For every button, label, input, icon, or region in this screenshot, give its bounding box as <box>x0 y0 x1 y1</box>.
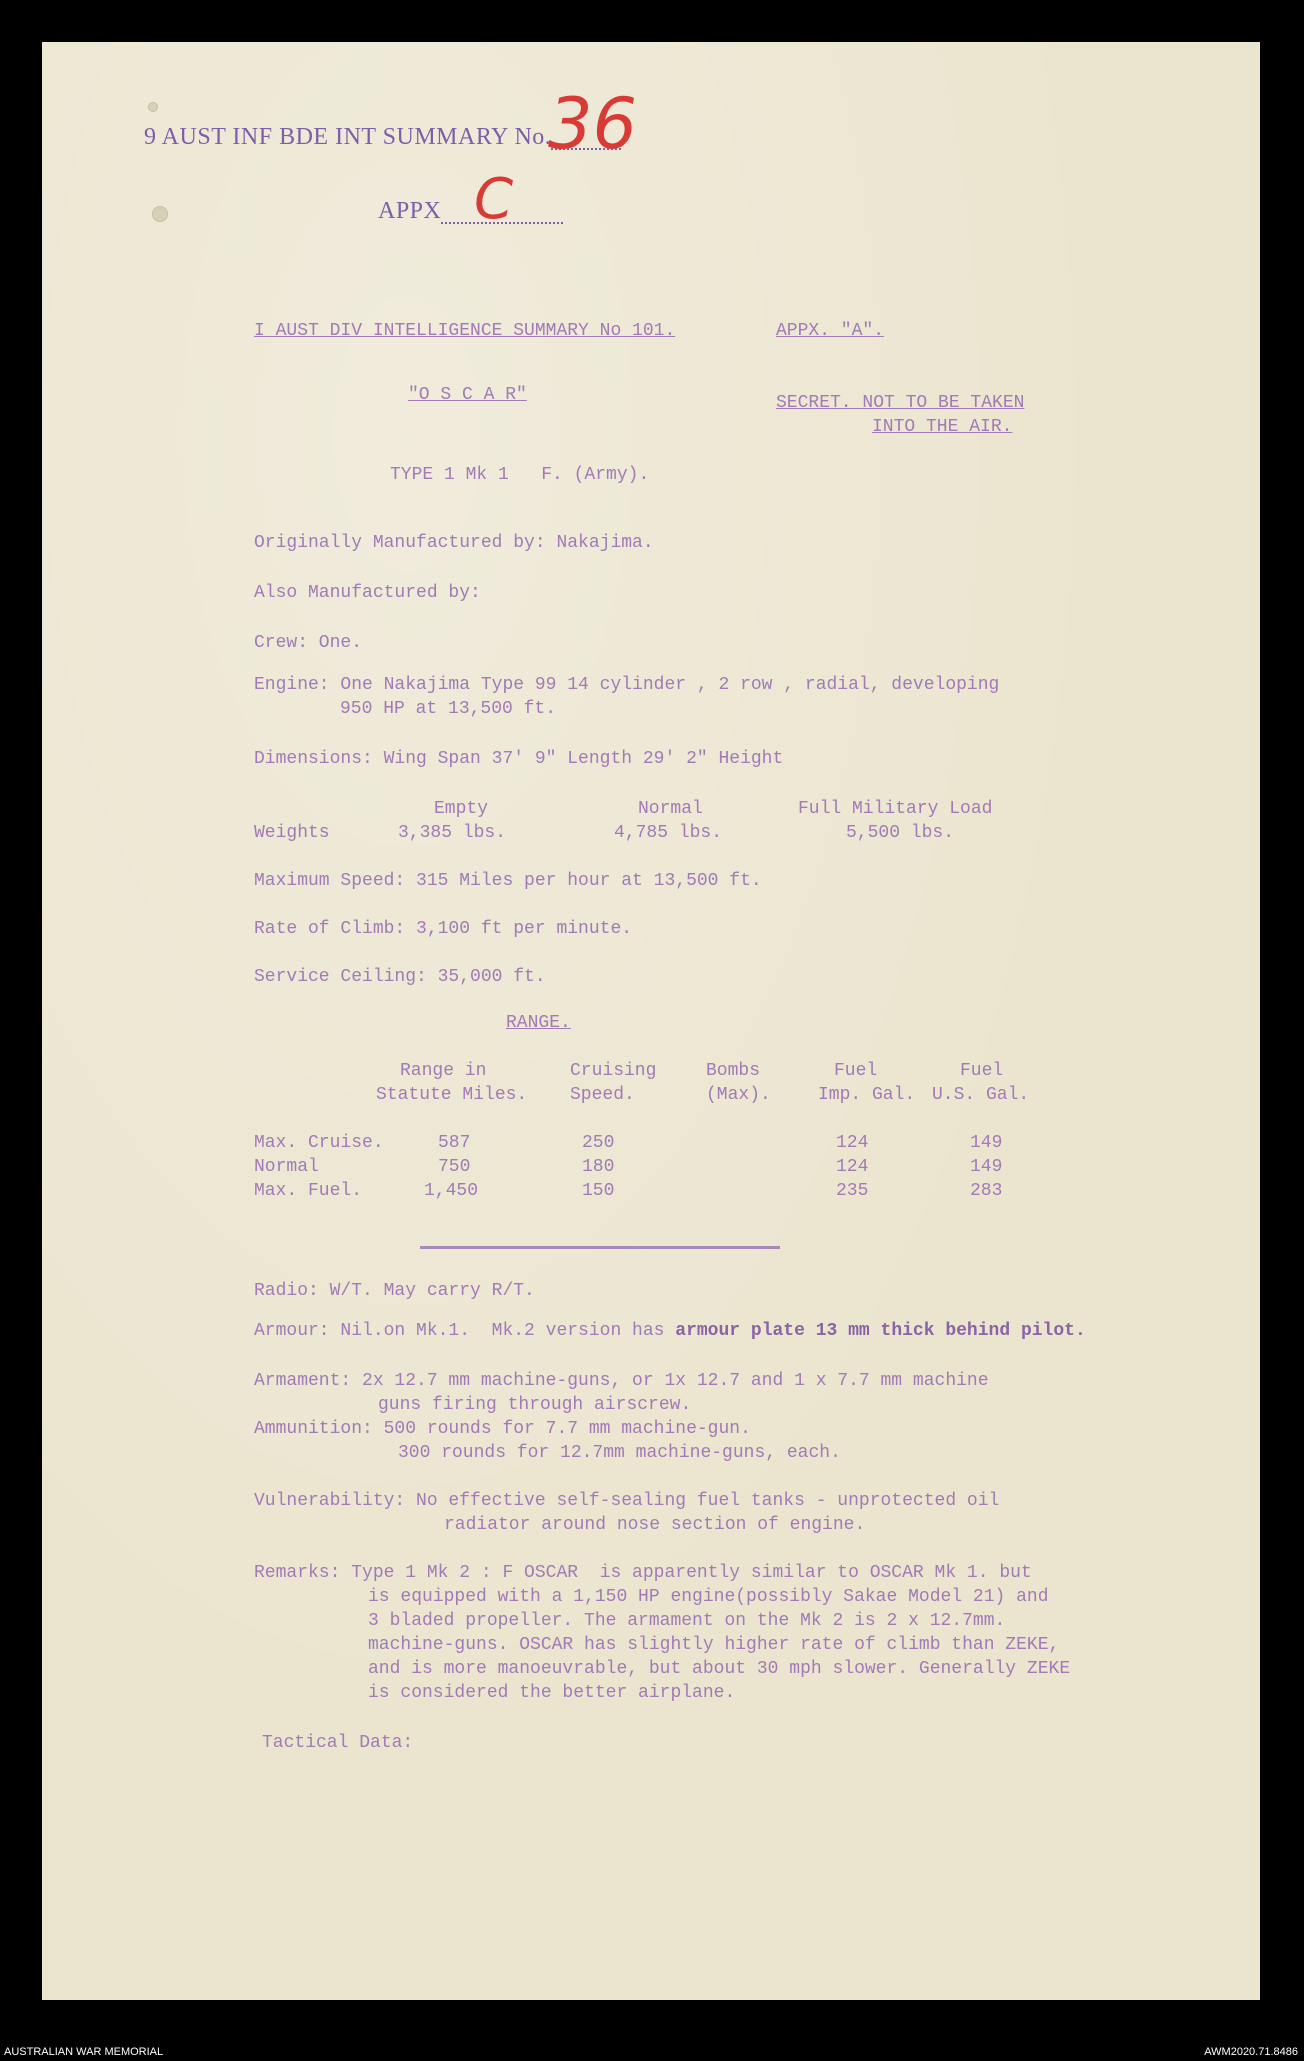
weights-label: Weights <box>254 823 330 843</box>
maximum-speed: Maximum Speed: 315 Miles per hour at 13,500 ft. <box>254 871 762 891</box>
range-title: RANGE. <box>506 1013 571 1033</box>
row-label: Normal <box>254 1157 319 1177</box>
vulnerability-line1: Vulnerability: No effective self-sealing fuel tanks - unprotected oil <box>254 1491 1000 1511</box>
row-us-fuel: 149 <box>970 1133 1003 1153</box>
remarks-line4: machine-guns. OSCAR has slightly higher rate of climb than ZEKE, <box>368 1635 1060 1655</box>
section-divider <box>420 1246 780 1249</box>
range-header-imp-fuel: Fuel <box>834 1061 878 1081</box>
row-range: 1,450 <box>424 1181 479 1201</box>
ammunition-line2: 300 rounds for 12.7mm machine-guns, each. <box>398 1443 841 1463</box>
row-speed: 150 <box>582 1181 615 1201</box>
stamp-summary-line: 9 AUST INF BDE INT SUMMARY No. <box>144 126 621 150</box>
appendix-label: APPX. "A". <box>776 321 885 341</box>
aircraft-name: "O S C A R" <box>408 385 527 405</box>
footer-accession-number: AWM2020.71.8486 <box>1204 2046 1298 2058</box>
rate-of-climb: Rate of Climb: 3,100 ft per minute. <box>254 919 633 939</box>
range-header-bombs-sub: (Max). <box>706 1085 771 1105</box>
engine-line1: Engine: One Nakajima Type 99 14 cylinder , 2 row , radial, developing <box>254 675 1000 695</box>
service-ceiling: Service Ceiling: 35,000 ft. <box>254 967 546 987</box>
range-header-us-fuel: Fuel <box>960 1061 1004 1081</box>
weights-header-normal: Normal <box>638 799 703 819</box>
row-imp-fuel: 124 <box>836 1133 869 1153</box>
remarks-line2: is equipped with a 1,150 HP engine(possibly Sakae Model 21) and <box>368 1587 1049 1607</box>
weight-empty: 3,385 lbs. <box>398 823 507 843</box>
handwritten-summary-number: 36 <box>548 83 638 165</box>
range-header-speed-sub: Speed. <box>570 1085 635 1105</box>
remarks-line1: Remarks: Type 1 Mk 2 : F OSCAR is apparently similar to OSCAR Mk 1. but <box>254 1563 1032 1583</box>
row-speed: 180 <box>582 1157 615 1177</box>
armament-line1: Armament: 2x 12.7 mm machine-guns, or 1x 12.7 and 1 x 7.7 mm machine <box>254 1371 989 1391</box>
weights-header-empty: Empty <box>434 799 489 819</box>
range-header-bombs: Bombs <box>706 1061 761 1081</box>
row-label: Max. Fuel. <box>254 1181 363 1201</box>
radio: Radio: W/T. May carry R/T. <box>254 1281 535 1301</box>
dimensions: Dimensions: Wing Span 37' 9" Length 29' 2" Height <box>254 749 784 769</box>
secret-notice-line2: INTO THE AIR. <box>872 417 1013 437</box>
range-header-range: Range in <box>400 1061 487 1081</box>
weight-normal: 4,785 lbs. <box>614 823 723 843</box>
armour: Armour: Nil.on Mk.1. Mk.2 version has armour plate 13 mm thick behind pilot. <box>254 1321 1086 1341</box>
row-range: 750 <box>438 1157 471 1177</box>
stamp-appx-line: APPX <box>378 200 563 224</box>
ammunition-line1: Ammunition: 500 rounds for 7.7 mm machine-gun. <box>254 1419 751 1439</box>
original-manufacturer: Originally Manufactured by: Nakajima. <box>254 533 654 553</box>
intelligence-summary-title: I AUST DIV INTELLIGENCE SUMMARY No 101. <box>254 321 676 341</box>
row-imp-fuel: 235 <box>836 1181 869 1201</box>
other-manufacturer: Also Manufactured by: <box>254 583 481 603</box>
range-header-range-sub: Statute Miles. <box>376 1085 528 1105</box>
crew: Crew: One. <box>254 633 363 653</box>
staple-mark <box>148 102 158 112</box>
vulnerability-line2: radiator around nose section of engine. <box>444 1515 866 1535</box>
row-us-fuel: 149 <box>970 1157 1003 1177</box>
remarks-line5: and is more manoeuvrable, but about 30 mph slower. Generally ZEKE <box>368 1659 1071 1679</box>
range-header-us-fuel-sub: U.S. Gal. <box>932 1085 1030 1105</box>
range-header-imp-fuel-sub: Imp. Gal. <box>818 1085 916 1105</box>
weight-full: 5,500 lbs. <box>846 823 955 843</box>
aircraft-type: TYPE 1 Mk 1 F. (Army). <box>390 465 650 485</box>
secret-notice-line1: SECRET. NOT TO BE TAKEN <box>776 393 1025 413</box>
footer-institution: AUSTRALIAN WAR MEMORIAL <box>4 2046 164 2058</box>
remarks-line3: 3 bladed propeller. The armament on the Mk 2 is 2 x 12.7mm. <box>368 1611 1006 1631</box>
tactical-data: Tactical Data: <box>262 1733 414 1753</box>
row-speed: 250 <box>582 1133 615 1153</box>
row-imp-fuel: 124 <box>836 1157 869 1177</box>
handwritten-appx-letter: C <box>474 167 514 232</box>
armament-line2: guns firing through airscrew. <box>378 1395 692 1415</box>
remarks-line6: is considered the better airplane. <box>368 1683 736 1703</box>
weights-header-full: Full Military Load <box>798 799 993 819</box>
engine-line2: 950 HP at 13,500 ft. <box>340 699 557 719</box>
row-range: 587 <box>438 1133 471 1153</box>
row-us-fuel: 283 <box>970 1181 1003 1201</box>
row-label: Max. Cruise. <box>254 1133 384 1153</box>
range-header-speed: Cruising <box>570 1061 657 1081</box>
punch-hole <box>152 206 168 222</box>
